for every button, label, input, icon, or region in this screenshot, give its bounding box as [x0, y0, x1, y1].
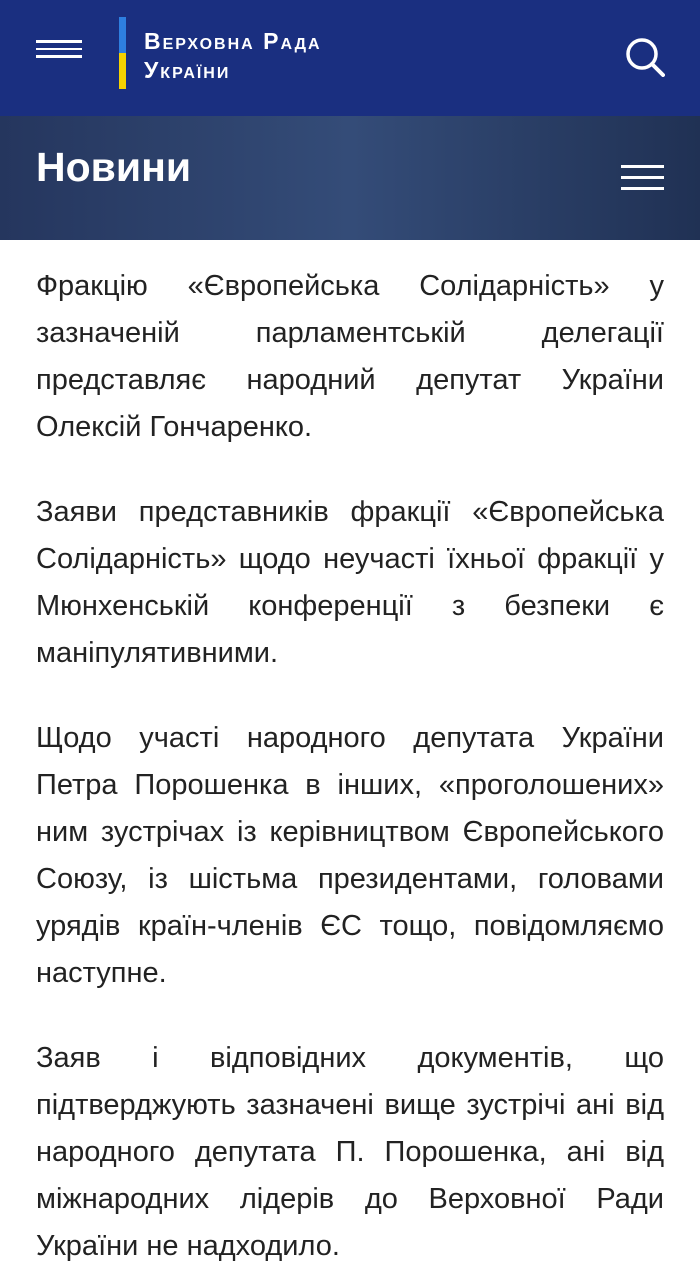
- section-banner: [0, 116, 700, 240]
- section-menu-icon[interactable]: [621, 165, 664, 191]
- site-logo[interactable]: [144, 27, 322, 85]
- article-paragraph: Фракцію «Європейська Солідарність» у зазначеній парламентській делегації представляє народний депутат України Олексій Гончаренко.: [36, 270, 664, 443]
- brand-line-2: України: [144, 57, 231, 83]
- article-paragraph: Щодо участі народного депутата України Петра Порошенка в інших, «проголошених» ним зустрічах із керівництвом Європейського Союзу, із шістьма президентами, головами урядів країн-членів ЄС тощо, повідомляємо наступне.: [36, 722, 664, 989]
- article-body: [0, 240, 700, 1270]
- article-paragraph: Заяв і відповідних документів, що підтверджують зазначені вище зустрічі ані від народного депутата П. Порошенка, ані від міжнародних лідерів до Верховної Ради України не надходило.: [36, 1042, 664, 1262]
- page-title: Новини: [36, 144, 192, 190]
- hamburger-menu-icon[interactable]: [36, 40, 82, 66]
- search-icon[interactable]: [625, 37, 665, 77]
- brand-line-1: Верховна Рада: [144, 28, 322, 54]
- article-paragraph: Заяви представників фракції «Європейська Солідарність» щодо неучасті їхньої фракції у Мюнхенській конференції з безпеки є маніпулятивними.: [36, 496, 664, 669]
- ukraine-flag-stripe: [119, 17, 126, 89]
- top-navigation-bar: [0, 0, 700, 116]
